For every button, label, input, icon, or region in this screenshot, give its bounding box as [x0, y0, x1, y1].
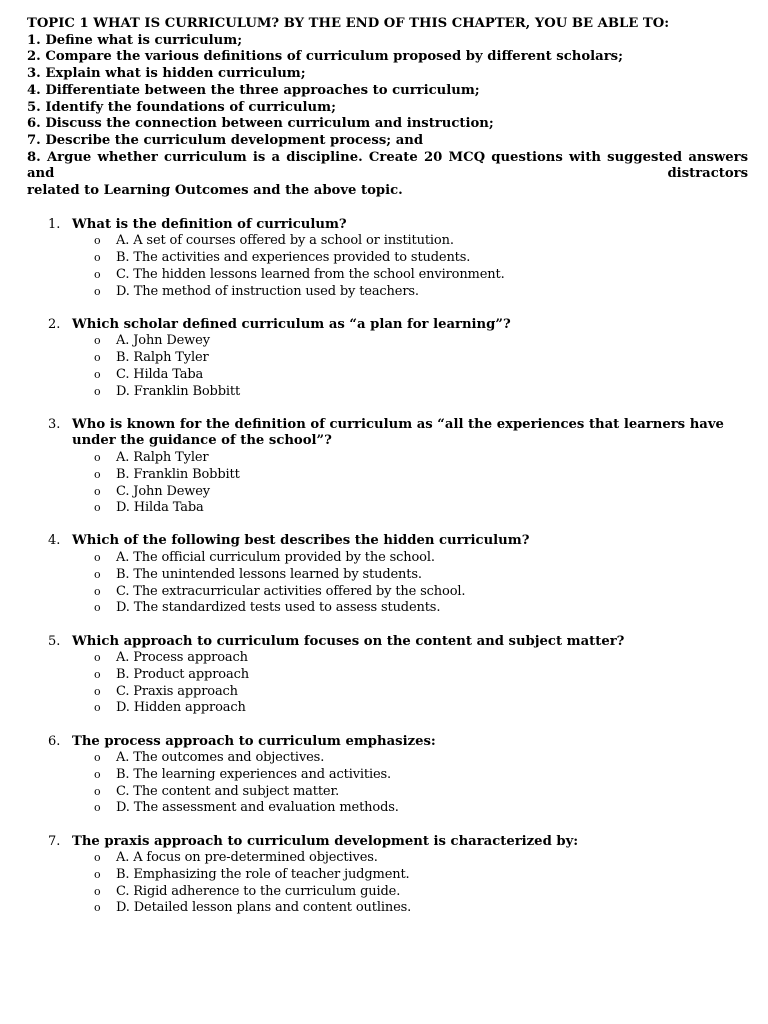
- question-heading: [27, 317, 748, 334]
- answer-option: [27, 700, 748, 717]
- answer-option: [27, 784, 748, 801]
- answer-option: [27, 550, 748, 567]
- answer-option: [27, 484, 748, 501]
- question-number: 3.: [48, 416, 61, 432]
- answer-option: [27, 450, 748, 467]
- answer-option-text: B. Emphasizing the role of teacher judgment.: [116, 866, 410, 882]
- answer-option: [27, 884, 748, 901]
- answer-option: [27, 267, 748, 284]
- question-number: 6.: [48, 733, 61, 749]
- question-item: [27, 533, 748, 617]
- outcome-line: 6. Discuss the connection between curriculum and instruction;: [27, 116, 494, 132]
- outcome-line: 2. Compare the various definitions of curriculum proposed by different scholars;: [27, 49, 623, 65]
- answer-option-text: C. Praxis approach: [116, 683, 238, 699]
- answer-option-text: A. The official curriculum provided by the school.: [116, 550, 435, 566]
- answer-option: [27, 767, 748, 784]
- circle-bullet-icon: o: [94, 267, 101, 281]
- answer-option: [27, 384, 748, 401]
- circle-bullet-icon: o: [94, 451, 101, 465]
- question-text: Which scholar defined curriculum as “a plan for learning”?: [72, 316, 511, 332]
- outcome-line: 7. Describe the curriculum development process; and: [27, 132, 424, 148]
- circle-bullet-icon: o: [94, 584, 101, 598]
- question-heading: [27, 533, 748, 550]
- answer-option: [27, 333, 748, 350]
- answer-option-text: A. Ralph Tyler: [116, 450, 209, 466]
- circle-bullet-icon: o: [94, 367, 101, 381]
- question-heading: [27, 634, 748, 651]
- answer-option-text: C. Hilda Taba: [116, 366, 204, 382]
- circle-bullet-icon: o: [94, 901, 101, 915]
- question-text: The praxis approach to curriculum development is characterized by:: [72, 833, 579, 849]
- answer-option-text: B. Franklin Bobbitt: [116, 466, 240, 482]
- question-item: [27, 317, 748, 401]
- question-number: 7.: [48, 833, 61, 849]
- circle-bullet-icon: o: [94, 567, 101, 581]
- outcome-line: 4. Differentiate between the three approaches to curriculum;: [27, 82, 480, 98]
- answer-options: [27, 450, 748, 517]
- answer-option-text: C. The content and subject matter.: [116, 783, 340, 799]
- outcome-line: related to Learning Outcomes and the above topic.: [27, 183, 403, 199]
- answer-option: [27, 800, 748, 817]
- question-text: The process approach to curriculum emphasizes:: [72, 733, 436, 749]
- answer-option-text: C. Rigid adherence to the curriculum guide.: [116, 883, 401, 899]
- question-item: [27, 834, 748, 918]
- answer-options: [27, 650, 748, 717]
- answer-option: [27, 850, 748, 867]
- answer-option: [27, 467, 748, 484]
- question-heading: [27, 417, 748, 450]
- answer-options: [27, 333, 748, 400]
- circle-bullet-icon: o: [94, 251, 101, 265]
- question-heading: [27, 834, 748, 851]
- answer-option-text: B. Product approach: [116, 666, 249, 682]
- answer-option-text: D. The standardized tests used to assess students.: [116, 600, 441, 616]
- circle-bullet-icon: o: [94, 851, 101, 865]
- answer-option: [27, 233, 748, 250]
- circle-bullet-icon: o: [94, 334, 101, 348]
- topic-heading: TOPIC 1 WHAT IS CURRICULUM? BY THE END OF THIS CHAPTER, YOU BE ABLE TO:: [27, 16, 670, 31]
- answer-options: [27, 850, 748, 917]
- mcq-question-list: [27, 217, 748, 917]
- question-item: [27, 634, 748, 718]
- question-text: Which of the following best describes the hidden curriculum?: [72, 533, 530, 549]
- question-number: 4.: [48, 533, 61, 549]
- answer-option: [27, 667, 748, 684]
- circle-bullet-icon: o: [94, 484, 101, 498]
- answer-option-text: C. The hidden lessons learned from the school environment.: [116, 266, 505, 282]
- circle-bullet-icon: o: [94, 467, 101, 481]
- answer-option-text: A. John Dewey: [116, 333, 210, 349]
- answer-option-text: A. A focus on pre-determined objectives.: [116, 850, 378, 866]
- circle-bullet-icon: o: [94, 651, 101, 665]
- answer-option-text: D. The method of instruction used by teachers.: [116, 283, 419, 299]
- answer-option-text: B. Ralph Tyler: [116, 350, 209, 366]
- answer-option: [27, 567, 748, 584]
- circle-bullet-icon: o: [94, 551, 101, 565]
- outcome-line: 3. Explain what is hidden curriculum;: [27, 66, 306, 82]
- answer-option-text: D. Franklin Bobbitt: [116, 383, 241, 399]
- circle-bullet-icon: o: [94, 501, 101, 515]
- circle-bullet-icon: o: [94, 884, 101, 898]
- answer-option: [27, 684, 748, 701]
- question-item: [27, 734, 748, 818]
- question-item: [27, 217, 748, 301]
- circle-bullet-icon: o: [94, 284, 101, 298]
- answer-option-text: A. The outcomes and objectives.: [116, 750, 325, 766]
- question-number: 2.: [48, 316, 61, 332]
- answer-option: [27, 500, 748, 517]
- answer-option: [27, 867, 748, 884]
- answer-option-text: D. The assessment and evaluation methods.: [116, 800, 399, 816]
- question-number: 5.: [48, 633, 61, 649]
- answer-option-text: B. The activities and experiences provided to students.: [116, 250, 471, 266]
- answer-option: [27, 750, 748, 767]
- circle-bullet-icon: o: [94, 767, 101, 781]
- circle-bullet-icon: o: [94, 667, 101, 681]
- answer-option: [27, 650, 748, 667]
- answer-option-text: B. The unintended lessons learned by students.: [116, 566, 422, 582]
- answer-option-text: A. A set of courses offered by a school or institution.: [116, 233, 454, 249]
- question-text: What is the definition of curriculum?: [72, 216, 347, 232]
- question-heading: [27, 734, 748, 751]
- outcome-line: 1. Define what is curriculum;: [27, 32, 243, 48]
- circle-bullet-icon: o: [94, 751, 101, 765]
- learning-outcomes-intro: [27, 16, 748, 200]
- circle-bullet-icon: o: [94, 801, 101, 815]
- answer-options: [27, 233, 748, 300]
- answer-option-text: B. The learning experiences and activities.: [116, 766, 392, 782]
- answer-option-text: C. John Dewey: [116, 483, 210, 499]
- question-heading: [27, 217, 748, 234]
- answer-option-text: A. Process approach: [116, 650, 248, 666]
- circle-bullet-icon: o: [94, 601, 101, 615]
- answer-option: [27, 284, 748, 301]
- answer-option: [27, 900, 748, 917]
- answer-option: [27, 250, 748, 267]
- question-text: Who is known for the definition of curriculum as “all the experiences that learners have under the guidance of the school”?: [72, 416, 724, 449]
- circle-bullet-icon: o: [94, 784, 101, 798]
- outcome-line: 5. Identify the foundations of curriculum;: [27, 99, 336, 115]
- circle-bullet-icon: o: [94, 234, 101, 248]
- answer-option: [27, 367, 748, 384]
- answer-option-text: C. The extracurricular activities offered by the school.: [116, 583, 466, 599]
- question-number: 1.: [48, 216, 61, 232]
- answer-option-text: D. Hidden approach: [116, 700, 246, 716]
- circle-bullet-icon: o: [94, 701, 101, 715]
- question-text: Which approach to curriculum focuses on the content and subject matter?: [72, 633, 625, 649]
- circle-bullet-icon: o: [94, 684, 101, 698]
- question-item: [27, 417, 748, 517]
- answer-option: [27, 350, 748, 367]
- answer-option-text: D. Detailed lesson plans and content outlines.: [116, 900, 412, 916]
- circle-bullet-icon: o: [94, 351, 101, 365]
- answer-option: [27, 600, 748, 617]
- circle-bullet-icon: o: [94, 867, 101, 881]
- answer-option-text: D. Hilda Taba: [116, 500, 204, 516]
- answer-option: [27, 584, 748, 601]
- answer-options: [27, 750, 748, 817]
- document-page: [27, 16, 748, 934]
- outcome-line: 8. Argue whether curriculum is a discipline. Create 20 MCQ questions with suggested answers and distractors: [27, 149, 748, 182]
- circle-bullet-icon: o: [94, 384, 101, 398]
- answer-options: [27, 550, 748, 617]
